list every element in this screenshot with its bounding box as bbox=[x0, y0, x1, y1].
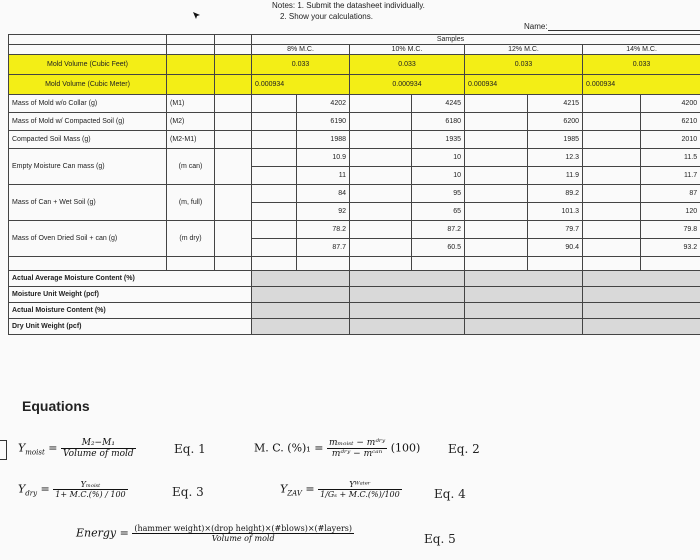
result-label: Dry Unit Weight (pcf) bbox=[9, 319, 252, 335]
eq2-denominator: mᵈʳʸ − mᶜᵃⁿ bbox=[331, 449, 383, 459]
cell-value: 11.9 bbox=[528, 167, 583, 185]
cell-value: 6190 bbox=[297, 113, 350, 131]
mold-volume-ft-value: 0.033 bbox=[465, 55, 583, 75]
cell-value: 6210 bbox=[641, 113, 700, 131]
mc-header-14: 14% M.C. bbox=[583, 45, 700, 55]
compacted-mass-row bbox=[9, 131, 700, 149]
eq5-label: Eq. 5 bbox=[424, 532, 456, 546]
row-symbol: (m dry) bbox=[167, 221, 215, 257]
eq5-lhs: Energy = bbox=[76, 526, 129, 540]
result-row bbox=[9, 303, 700, 319]
equation-3: $Y_{dry}$ = $\frac{\text{Yₘₒᵢₛₜ}}{1+ M.C.(\%) / 100}$ bbox=[18, 480, 126, 499]
mc-header-10: 10% M.C. bbox=[350, 45, 465, 55]
equation-4: $Y_{ZAV}$ = $\frac{\text{Yᵂᵃᵗᵉʳ}}{\text{1/Gₛ + M.C.(\%)/100}}$ bbox=[280, 480, 400, 499]
row-label: Mass of Mold w/ Compacted Soil (g) bbox=[9, 113, 167, 131]
row-label: Mass of Can + Wet Soil (g) bbox=[9, 185, 167, 221]
equations-title: Equations bbox=[22, 398, 90, 414]
eq3-label: Eq. 3 bbox=[172, 485, 204, 499]
cell-value: 1988 bbox=[297, 131, 350, 149]
row-symbol: (m can) bbox=[167, 149, 215, 185]
result-label: Actual Moisture Content (%) bbox=[9, 303, 252, 319]
row-label: Mass of Mold w/o Collar (g) bbox=[9, 95, 167, 113]
equation-1: $Y_{moist}$ = $\frac{\text{M₂−M₁}}{\text{Volume of mold}}$ bbox=[18, 438, 134, 459]
cell-value: 89.2 bbox=[528, 185, 583, 203]
name-field[interactable] bbox=[548, 30, 700, 31]
note-line-1: Notes: 1. Submit the datasheet individually. bbox=[272, 1, 425, 10]
row-label: Compacted Soil Mass (g) bbox=[9, 131, 167, 149]
eq4-numerator: Yᵂᵃᵗᵉʳ bbox=[318, 480, 402, 490]
datasheet-table bbox=[8, 34, 700, 335]
cursor-icon bbox=[192, 11, 202, 21]
mc-header-row bbox=[9, 45, 700, 55]
row-symbol: (m, full) bbox=[167, 185, 215, 221]
mold-volume-m-value: 0.000934 bbox=[350, 75, 465, 95]
spacer-row bbox=[9, 257, 700, 271]
result-row bbox=[9, 319, 700, 335]
eq3-lhs-sub: dry bbox=[25, 489, 38, 498]
cell-value: 6180 bbox=[412, 113, 465, 131]
mold-volume-m-row bbox=[9, 75, 700, 95]
cell-value: 4202 bbox=[297, 95, 350, 113]
row-symbol: (M2-M1) bbox=[167, 131, 215, 149]
eq1-denominator: Volume of mold bbox=[62, 449, 134, 459]
eq2-label: Eq. 2 bbox=[448, 442, 480, 456]
eq1-label: Eq. 1 bbox=[174, 442, 206, 456]
cell-value: 65 bbox=[412, 203, 465, 221]
eq1-lhs-sub: moist bbox=[25, 448, 45, 457]
cell-value: 79.8 bbox=[641, 221, 700, 239]
notes bbox=[272, 0, 425, 22]
eq1-lhs: Y bbox=[18, 441, 26, 455]
eq4-denominator: 1/Gₛ + M.C.(%)/100 bbox=[320, 490, 400, 499]
cell-value: 101.3 bbox=[528, 203, 583, 221]
cell-value: 79.7 bbox=[528, 221, 583, 239]
mc-header-8: 8% M.C. bbox=[252, 45, 350, 55]
can-mass-row bbox=[9, 149, 700, 167]
eq2-fraction bbox=[327, 438, 387, 459]
mold-volume-ft-value: 0.033 bbox=[252, 55, 350, 75]
mc-header-12: 12% M.C. bbox=[465, 45, 583, 55]
mold-volume-ft-row bbox=[9, 55, 700, 75]
cell-value: 120 bbox=[641, 203, 700, 221]
eq3-denominator: 1+ M.C.(%) / 100 bbox=[55, 490, 126, 499]
eq5-denominator: Volume of mold bbox=[211, 534, 275, 543]
eq4-lhs-sub: ZAV bbox=[287, 489, 302, 498]
eq1-fraction bbox=[61, 438, 136, 459]
row-label: Empty Moisture Can mass (g) bbox=[9, 149, 167, 185]
eq4-fraction bbox=[318, 480, 402, 499]
result-row bbox=[9, 287, 700, 303]
cell-value: 12.3 bbox=[528, 149, 583, 167]
can-wet-row bbox=[9, 185, 700, 203]
mass-mold-row bbox=[9, 95, 700, 113]
cell-value: 6200 bbox=[528, 113, 583, 131]
cell-value: 10 bbox=[412, 149, 465, 167]
cell-value: 11.7 bbox=[641, 167, 700, 185]
cell-value: 4200 bbox=[641, 95, 700, 113]
eq3-numerator: Yₘₒᵢₛₜ bbox=[53, 480, 127, 490]
equation-5 bbox=[76, 524, 354, 543]
result-row bbox=[9, 271, 700, 287]
mold-volume-ft-value: 0.033 bbox=[350, 55, 465, 75]
cell-value: 90.4 bbox=[528, 239, 583, 257]
eq2-tail: (100) bbox=[390, 441, 421, 455]
mold-volume-m-value: 0.000934 bbox=[465, 75, 583, 95]
row-symbol: (M1) bbox=[167, 95, 215, 113]
cell-value: 87.2 bbox=[412, 221, 465, 239]
mass-mold-soil-row bbox=[9, 113, 700, 131]
cell-value: 4245 bbox=[412, 95, 465, 113]
mold-volume-m-label: Mold Volume (Cubic Meter) bbox=[9, 75, 167, 95]
result-label: Moisture Unit Weight (pcf) bbox=[9, 287, 252, 303]
cell-value: 4215 bbox=[528, 95, 583, 113]
mold-volume-ft-value: 0.033 bbox=[583, 55, 700, 75]
cell-value: 87 bbox=[641, 185, 700, 203]
samples-header: Samples bbox=[252, 35, 700, 45]
eq1-numerator: M₂−M₁ bbox=[61, 438, 136, 449]
eq4-label: Eq. 4 bbox=[434, 487, 466, 501]
equation-2 bbox=[254, 438, 420, 459]
cell-value: 78.2 bbox=[297, 221, 350, 239]
result-label: Actual Average Moisture Content (%) bbox=[9, 271, 252, 287]
cell-value: 10 bbox=[412, 167, 465, 185]
eq5-fraction bbox=[132, 524, 354, 543]
bracket-decoration bbox=[0, 440, 7, 460]
row-label: Mass of Oven Dried Soil + can (g) bbox=[9, 221, 167, 257]
eq3-lhs: Y bbox=[18, 482, 26, 496]
eq4-lhs: Y bbox=[280, 482, 288, 496]
cell-value: 11.5 bbox=[641, 149, 700, 167]
cell-value: 1935 bbox=[412, 131, 465, 149]
cell-value: 93.2 bbox=[641, 239, 700, 257]
samples-header-row bbox=[9, 35, 700, 45]
cell-value: 84 bbox=[297, 185, 350, 203]
name-label: Name: bbox=[524, 22, 548, 31]
eq2-numerator: mₘₒᵢₛₜ − mᵈʳʸ bbox=[328, 438, 386, 448]
cell-value: 11 bbox=[297, 167, 350, 185]
row-symbol: (M2) bbox=[167, 113, 215, 131]
eq5-numerator: (hammer weight)×(drop height)×(#blows)×(#layers) bbox=[134, 524, 352, 533]
cell-value: 2010 bbox=[641, 131, 700, 149]
cell-value: 95 bbox=[412, 185, 465, 203]
mold-volume-m-value: 0.000934 bbox=[252, 75, 350, 95]
eq2-lhs: M. C. (%)₁ = bbox=[254, 441, 324, 455]
cell-value: 10.9 bbox=[297, 149, 350, 167]
eq3-fraction bbox=[53, 480, 127, 499]
can-dry-row bbox=[9, 221, 700, 239]
cell-value: 60.5 bbox=[412, 239, 465, 257]
cell-value: 87.7 bbox=[297, 239, 350, 257]
mold-volume-m-value: 0.000934 bbox=[583, 75, 700, 95]
note-line-2: 2. Show your calculations. bbox=[280, 12, 373, 21]
mold-volume-ft-label: Mold Volume (Cubic Feet) bbox=[9, 55, 167, 75]
cell-value: 92 bbox=[297, 203, 350, 221]
cell-value: 1985 bbox=[528, 131, 583, 149]
